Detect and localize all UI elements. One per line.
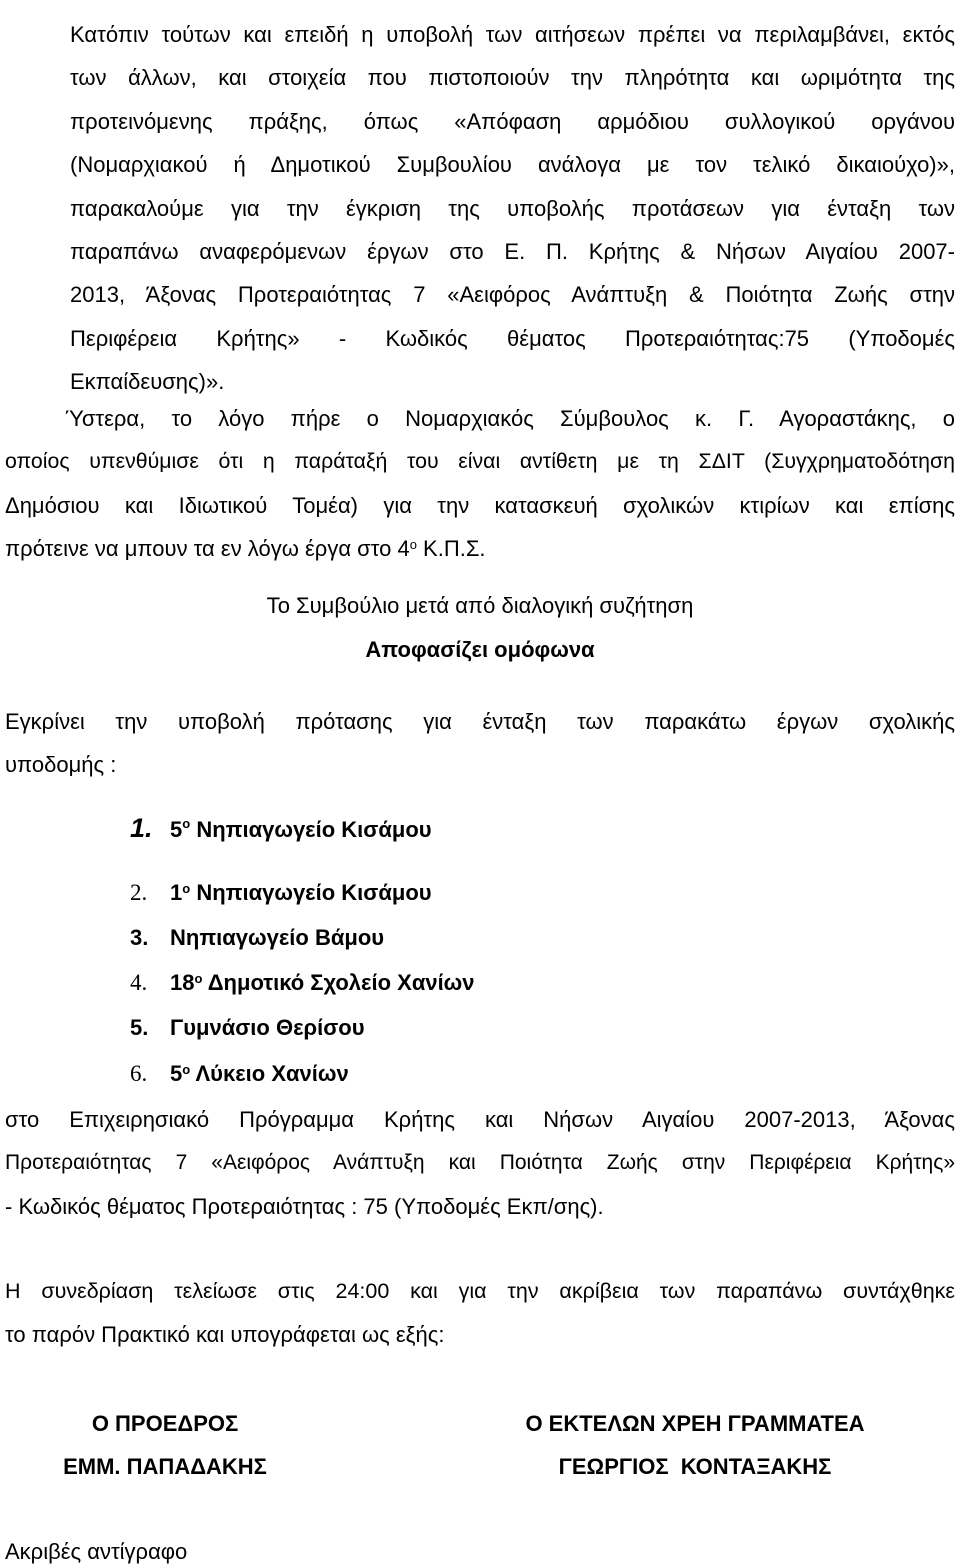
approval-paragraph [5, 700, 955, 787]
paragraph-line: (Νομαρχιακού ή Δημοτικού Συμβουλίου ανάλογα με τον τελικό δικαιούχο)», [70, 152, 955, 178]
project-ordinal: 5 [170, 817, 183, 842]
project-name: Δημοτικό Σχολείο Χανίων [202, 970, 475, 995]
project-number: 3. [130, 925, 149, 950]
paragraph-line: παρακαλούμε για την έγκριση της υποβολής προτάσεων για ένταξη των [70, 195, 955, 221]
project-item [130, 918, 384, 958]
ordinal-superscript: ο [194, 971, 203, 986]
project-number: 2. [130, 880, 148, 905]
project-ordinal: 18 [170, 970, 195, 995]
ordinal-superscript: ο [182, 1062, 191, 1077]
project-item [130, 808, 432, 850]
project-item [130, 873, 432, 913]
approval-line: υποδομής : [5, 752, 117, 778]
paragraph-line: Περιφέρεια Κρήτης» - Κωδικός θέματος Προτεραιότητας:75 (Υποδομές [70, 325, 955, 351]
paragraph-councillor-remark [5, 397, 955, 571]
president-name: ΕΜΜ. ΠΑΠΑΔΑΚΗΣ [63, 1454, 267, 1479]
paragraph-line-text: πρότεινε να μπουν τα εν λόγω έργα στο 4 [5, 536, 410, 562]
project-number: 4. [130, 970, 148, 995]
project-ordinal: 1 [170, 880, 183, 905]
paragraph-intro [70, 13, 955, 404]
ordinal-superscript: ο [409, 537, 417, 553]
paragraph-line [5, 397, 955, 440]
paragraph-line-text: Ύστερα, το λόγο πήρε ο Νομαρχιακός Σύμβουλος κ. Γ. Αγοραστάκης, ο [65, 406, 955, 431]
project-name: Λύκειο Χανίων [190, 1061, 349, 1086]
project-number: 6. [130, 1061, 148, 1086]
paragraph-line: Κατόπιν τούτων και επειδή η υποβολή των αιτήσεων πρέπει να περιλαμβάνει, εκτός [70, 22, 955, 47]
project-name: Γυμνάσιο Θερίσου [170, 1015, 365, 1040]
paragraph-line: Δημόσιου και Ιδιωτικού Τομέα) για την κατασκευή σχολικών κτιρίων και επίσης [5, 492, 955, 518]
paragraph-line: οποίος υπενθύμισε ότι η παράταξή του είναι αντίθετη με τη ΣΔΙΤ (Συγχρηματοδότηση [5, 449, 955, 474]
president-title: Ο ΠΡΟΕΔΡΟΣ [91, 1411, 239, 1436]
project-number: 1. [130, 813, 153, 843]
paragraph-line [5, 527, 955, 570]
project-name: Νηπιαγωγείο Κισάμου [190, 880, 432, 905]
project-item [130, 963, 475, 1003]
project-name: Νηπιαγωγείο Κισάμου [190, 817, 432, 842]
program-line: στο Επιχειρησιακό Πρόγραμμα Κρήτης και Νήσων Αιγαίου 2007-2013, Άξονας [5, 1107, 955, 1132]
project-number: 5. [130, 1015, 149, 1040]
secretary-name: ΓΕΩΡΓΙΟΣ ΚΟΝΤΑΞΑΚΗΣ [558, 1454, 832, 1479]
closing-paragraph [5, 1270, 955, 1357]
project-item [130, 1054, 349, 1094]
approval-line: Εγκρίνει την υποβολή πρότασης για ένταξη των παρακάτω έργων σχολικής [5, 709, 955, 734]
project-ordinal: 5 [170, 1061, 183, 1086]
paragraph-line-text: Κ.Π.Σ. [416, 536, 486, 562]
council-discussion-text: Το Συμβούλιο μετά από διαλογική συζήτηση [266, 593, 694, 618]
program-line: Προτεραιότητας 7 «Αειφόρος Ανάπτυξη και Ποιότητα Ζωής στην Περιφέρεια Κρήτης» [5, 1151, 955, 1175]
certified-copy-label: Ακριβές αντίγραφο [5, 1539, 188, 1564]
ordinal-superscript: ο [182, 816, 191, 831]
project-item [130, 1008, 365, 1048]
paragraph-line: των άλλων, και στοιχεία που πιστοποιούν την πληρότητα και ωριμότητα της [70, 65, 955, 91]
closing-line: το παρόν Πρακτικό και υπογράφεται ως εξής: [5, 1322, 445, 1348]
paragraph-line: 2013, Άξονας Προτεραιότητας 7 «Αειφόρος Ανάπτυξη & Ποιότητα Ζωής στην [70, 282, 955, 308]
secretary-title: Ο ΕΚΤΕΛΩΝ ΧΡΕΗ ΓΡΑΜΜΑΤΕΑ [525, 1411, 865, 1436]
closing-line: Η συνεδρίαση τελείωσε στις 24:00 και για την ακρίβεια των παραπάνω συντάχθηκε [5, 1279, 955, 1303]
project-name: Νηπιαγωγείο Βάμου [170, 925, 385, 950]
paragraph-line: Εκπαίδευσης)». [70, 369, 225, 395]
program-paragraph [5, 1098, 955, 1228]
decision-heading: Αποφασίζει ομόφωνα [365, 637, 595, 662]
ordinal-superscript: ο [182, 881, 191, 896]
program-line: - Κωδικός θέματος Προτεραιότητας : 75 (Υποδομές Εκπ/σης). [5, 1193, 604, 1219]
paragraph-line: προτεινόμενης πράξης, όπως «Απόφαση αρμόδιου συλλογικού οργάνου [70, 108, 955, 134]
paragraph-line: παραπάνω αναφερόμενων έργων στο Ε. Π. Κρήτης & Νήσων Αιγαίου 2007- [70, 239, 955, 265]
